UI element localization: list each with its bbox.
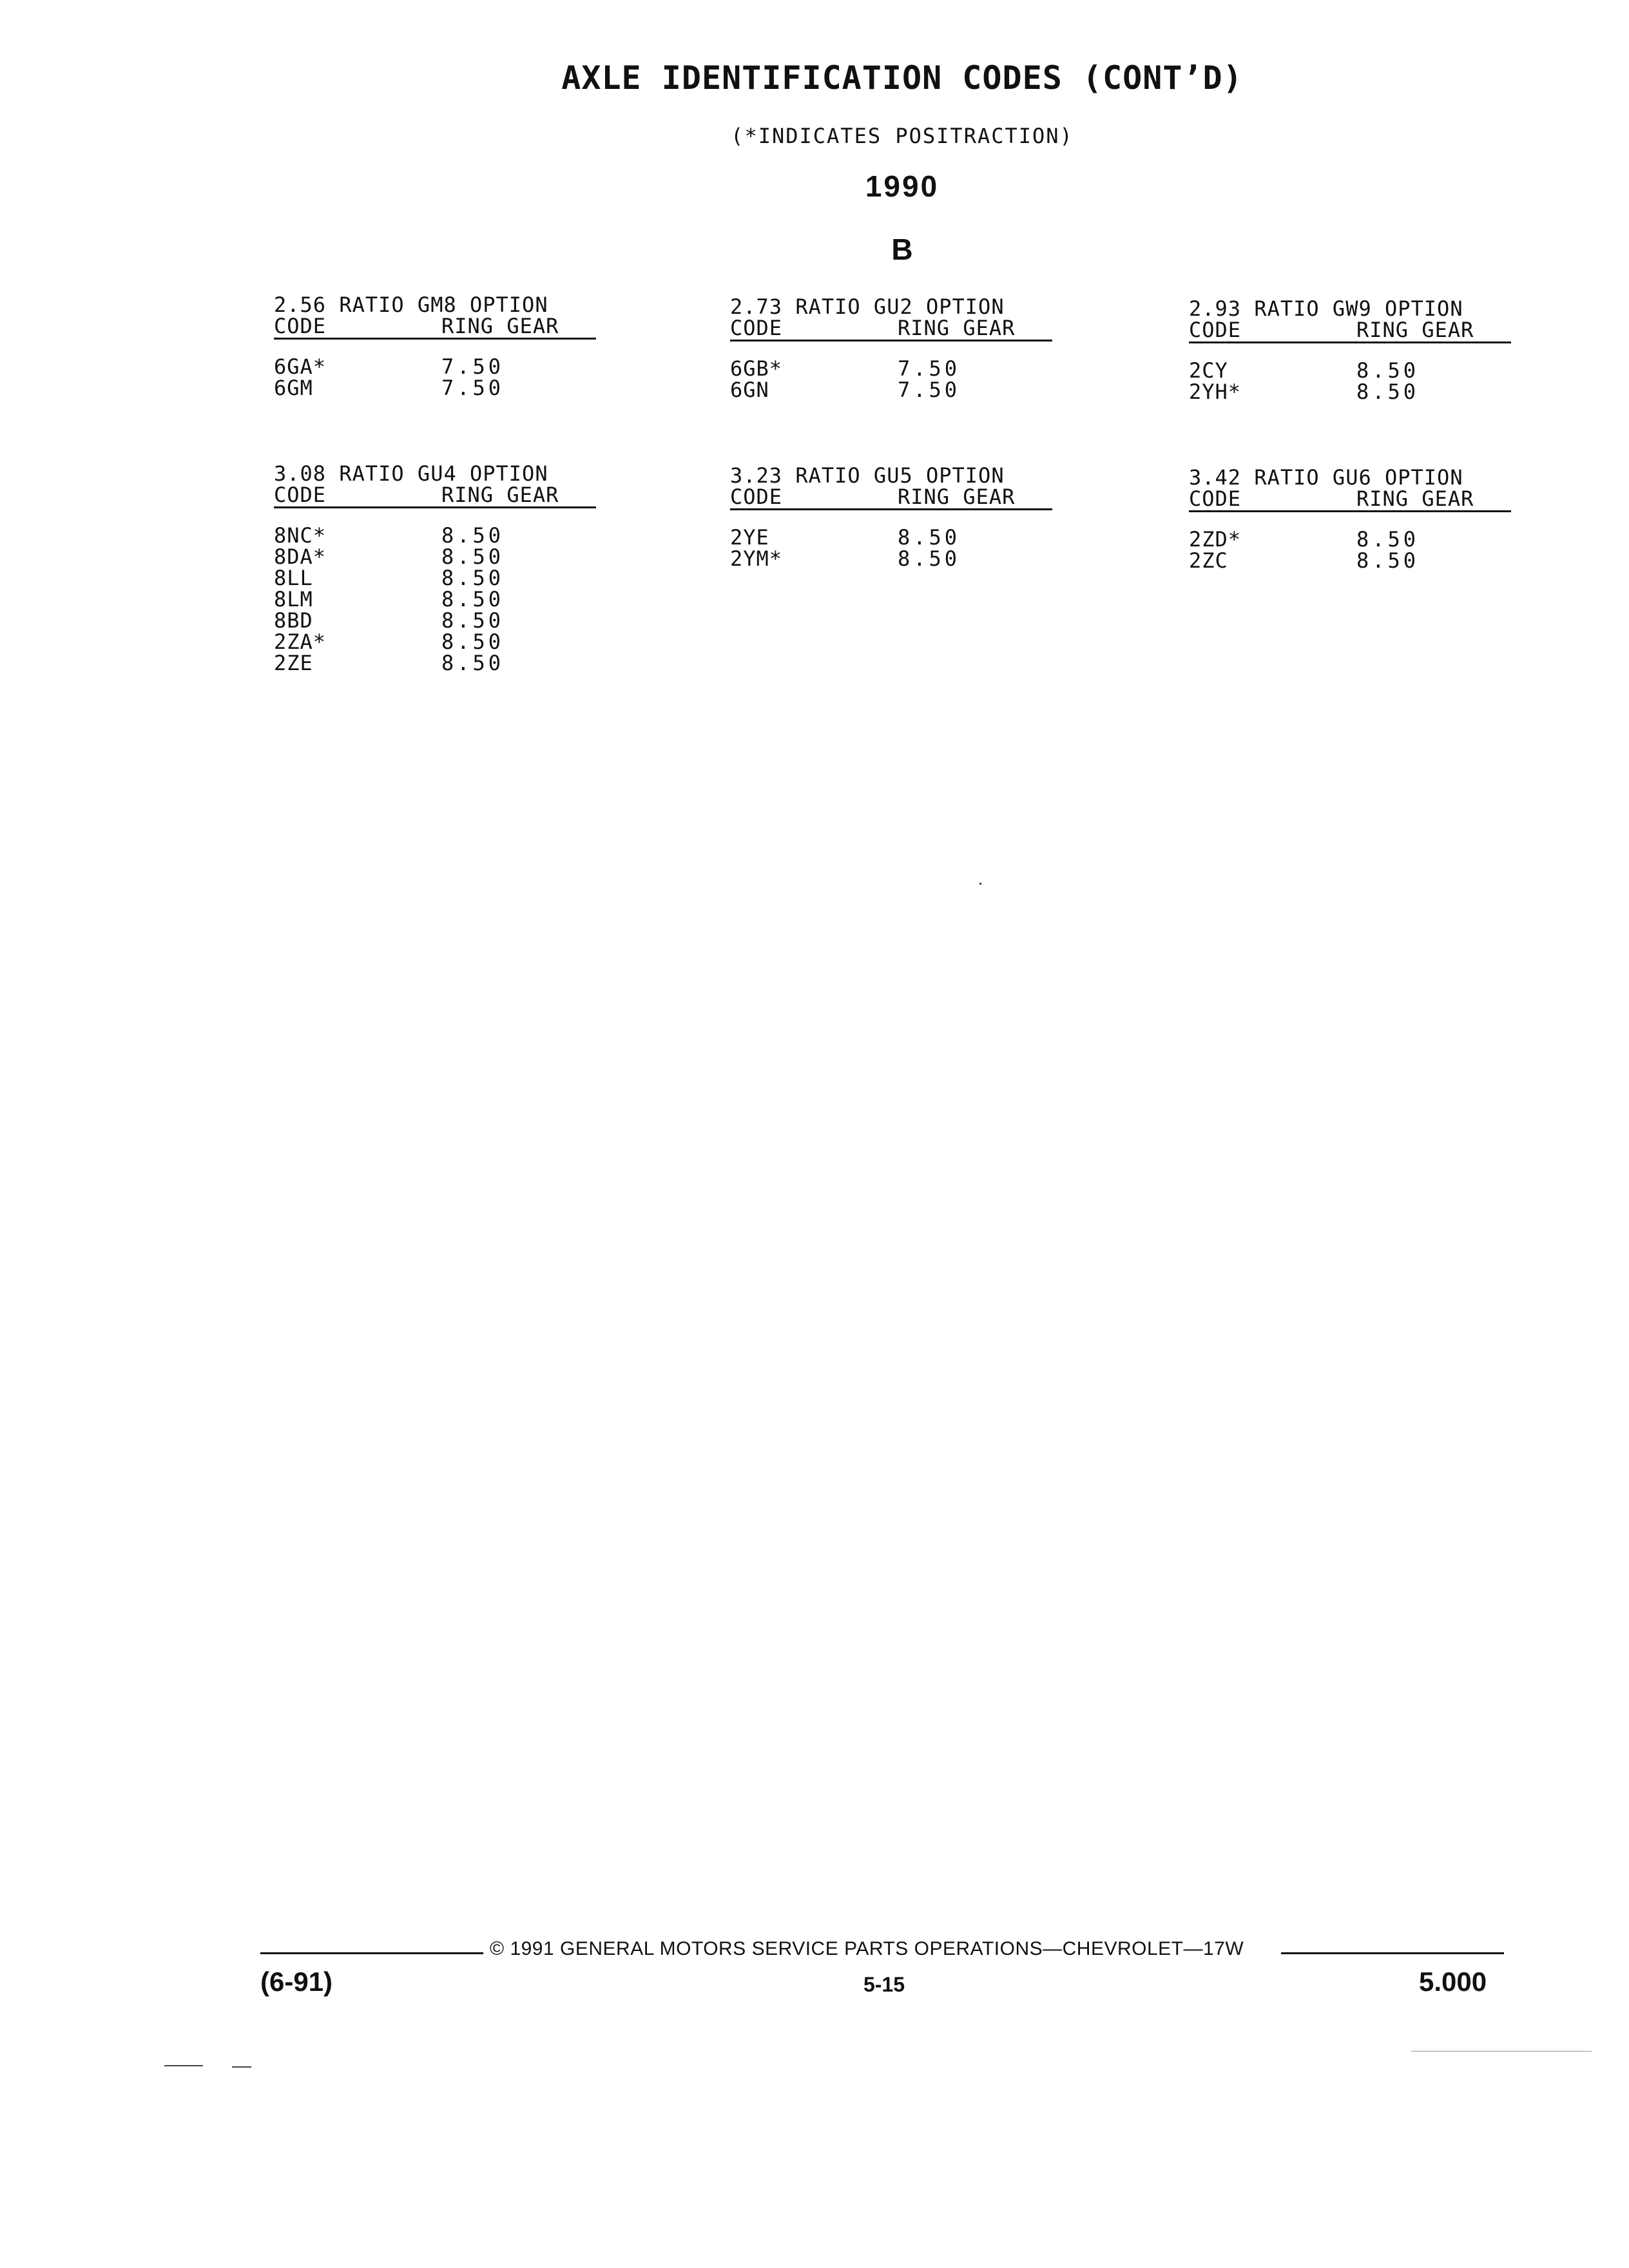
- table-row: [730, 380, 1052, 401]
- code-column-header: CODE: [274, 314, 327, 338]
- ring-gear-size: 8.50: [441, 608, 505, 633]
- page-number: 5-15: [863, 1973, 905, 1996]
- ratio-heading: 2.73 RATIO GU2 OPTION: [730, 294, 1005, 319]
- copyright-notice: © 1991 GENERAL MOTORS SERVICE PARTS OPERATIONS—CHEVROLET—17W: [490, 1938, 1244, 1959]
- table-row: [730, 358, 1052, 380]
- ring-gear-size: 8.50: [441, 566, 505, 590]
- axle-code: 8DA*: [274, 544, 327, 569]
- code-column-header: CODE: [730, 485, 783, 509]
- axle-code: 8LL: [274, 566, 313, 590]
- axle-code: 2YH*: [1189, 380, 1242, 404]
- ring-gear-column-header: RING GEAR: [441, 483, 559, 507]
- ratio-heading: 2.93 RATIO GW9 OPTION: [1189, 296, 1463, 321]
- model-year: 1990: [865, 169, 940, 203]
- ring-gear-size: 8.50: [441, 651, 505, 675]
- axle-code: 2ZD*: [1189, 527, 1242, 552]
- axle-code: 6GN: [730, 378, 769, 402]
- axle-code: 6GA*: [274, 354, 327, 379]
- table-row: [730, 527, 1052, 548]
- ring-gear-column-header: RING GEAR: [1356, 486, 1474, 511]
- page-title: AXLE IDENTIFICATION CODES (CONT’D): [561, 59, 1243, 97]
- axle-code: 8LM: [274, 587, 313, 611]
- ring-gear-size: 7.50: [441, 376, 505, 400]
- axle-code: 8NC*: [274, 523, 327, 548]
- table-row: [274, 546, 596, 568]
- axle-group: [730, 465, 1052, 570]
- table-row: [274, 356, 596, 378]
- positraction-note: (*INDICATES POSITRACTION): [731, 124, 1074, 148]
- ring-gear-size: 8.50: [441, 587, 505, 611]
- table-row: [1189, 381, 1511, 403]
- code-column-header: CODE: [1189, 486, 1242, 511]
- ring-gear-column-header: RING GEAR: [898, 316, 1016, 340]
- ratio-heading: 2.56 RATIO GM8 OPTION: [274, 293, 548, 317]
- ratio-heading: 3.08 RATIO GU4 OPTION: [274, 461, 548, 486]
- ring-gear-size: 7.50: [898, 378, 961, 402]
- scan-mark: [1411, 2051, 1592, 2052]
- ring-gear-size: 8.50: [1356, 527, 1420, 552]
- table-row: [274, 589, 596, 610]
- axle-group: [730, 296, 1052, 401]
- table-row: [274, 610, 596, 631]
- ratio-heading: 3.23 RATIO GU5 OPTION: [730, 463, 1005, 488]
- ring-gear-column-header: RING GEAR: [898, 485, 1016, 509]
- series-label: B: [891, 233, 913, 266]
- table-row: [730, 548, 1052, 570]
- axle-code: 2ZA*: [274, 629, 327, 654]
- table-row: [274, 631, 596, 653]
- footer-rule-right: [1281, 1952, 1504, 1954]
- ring-gear-column-header: RING GEAR: [1356, 318, 1474, 342]
- ring-gear-column-header: RING GEAR: [441, 314, 559, 338]
- ring-gear-size: 8.50: [1356, 358, 1420, 383]
- table-row: [274, 378, 596, 399]
- ring-gear-size: 8.50: [1356, 548, 1420, 573]
- axle-group: [1189, 298, 1511, 403]
- axle-group: [274, 463, 596, 674]
- ring-gear-size: 8.50: [441, 523, 505, 548]
- scan-mark: [232, 2066, 251, 2068]
- ring-gear-size: 7.50: [441, 354, 505, 379]
- ring-gear-size: 7.50: [898, 356, 961, 381]
- axle-code: 2CY: [1189, 358, 1228, 383]
- revision-date: (6-91): [260, 1966, 333, 1997]
- code-column-header: CODE: [730, 316, 783, 340]
- footer-rule-left: [260, 1952, 483, 1954]
- ring-gear-size: 8.50: [1356, 380, 1420, 404]
- axle-group: [274, 294, 596, 399]
- section-number: 5.000: [1419, 1966, 1487, 1997]
- axle-group: [1189, 466, 1511, 572]
- scan-mark: [979, 883, 981, 885]
- axle-code: 2YE: [730, 525, 769, 550]
- table-row: [274, 525, 596, 546]
- ring-gear-size: 8.50: [898, 525, 961, 550]
- scan-mark: [164, 2065, 203, 2066]
- axle-code: 6GB*: [730, 356, 783, 381]
- axle-code: 6GM: [274, 376, 313, 400]
- ring-gear-size: 8.50: [441, 629, 505, 654]
- table-row: [274, 568, 596, 589]
- axle-code: 8BD: [274, 608, 313, 633]
- axle-code: 2YM*: [730, 546, 783, 571]
- code-column-header: CODE: [1189, 318, 1242, 342]
- table-row: [1189, 550, 1511, 572]
- table-row: [1189, 360, 1511, 381]
- ring-gear-size: 8.50: [898, 546, 961, 571]
- axle-code: 2ZE: [274, 651, 313, 675]
- ring-gear-size: 8.50: [441, 544, 505, 569]
- axle-code: 2ZC: [1189, 548, 1228, 573]
- code-column-header: CODE: [274, 483, 327, 507]
- table-row: [274, 653, 596, 674]
- ratio-heading: 3.42 RATIO GU6 OPTION: [1189, 465, 1463, 490]
- table-row: [1189, 529, 1511, 550]
